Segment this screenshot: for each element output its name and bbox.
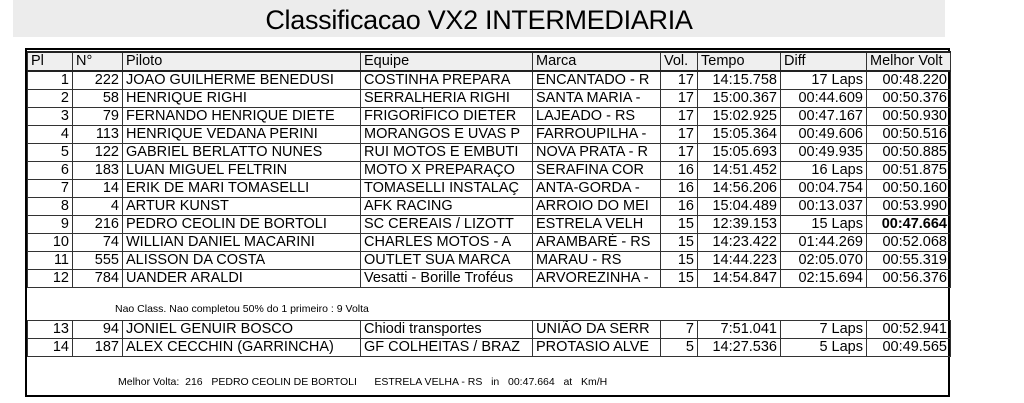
column-header-team: Equipe xyxy=(361,52,533,71)
number-cell: 183 xyxy=(73,162,123,180)
number-cell: 94 xyxy=(73,321,123,339)
time-cell: 14:27.536 xyxy=(698,339,781,357)
position-cell: 8 xyxy=(28,198,73,216)
diff-cell: 17 Laps xyxy=(781,71,867,90)
not-classified-note: Nao Class. Nao completou 50% do 1 primeiro : 9 Volta xyxy=(115,303,369,315)
brand-cell: ARVOREZINHA - xyxy=(533,270,661,288)
table-row xyxy=(28,144,951,162)
column-header-brand: Marca xyxy=(533,52,661,71)
column-header-number: N° xyxy=(73,52,123,71)
driver-cell: JONIEL GENUIR BOSCO xyxy=(123,321,361,339)
diff-cell: 02:05.070 xyxy=(781,252,867,270)
time-cell: 7:51.041 xyxy=(698,321,781,339)
driver-cell: ALISSON DA COSTA xyxy=(123,252,361,270)
diff-cell: 00:44.609 xyxy=(781,90,867,108)
column-header-best-lap: Melhor Volt xyxy=(867,52,951,71)
laps-cell: 15 xyxy=(661,216,698,234)
brand-cell: FARROUPILHA - xyxy=(533,126,661,144)
best-lap-cell: 00:50.376 xyxy=(867,90,951,108)
time-cell: 15:04.489 xyxy=(698,198,781,216)
brand-cell: PROTASIO ALVE xyxy=(533,339,661,357)
position-cell: 3 xyxy=(28,108,73,126)
position-cell: 10 xyxy=(28,234,73,252)
column-header-time: Tempo xyxy=(698,52,781,71)
driver-cell: PEDRO CEOLIN DE BORTOLI xyxy=(123,216,361,234)
team-cell: Chiodi transportes xyxy=(361,321,533,339)
table-row xyxy=(28,321,951,339)
diff-cell: 16 Laps xyxy=(781,162,867,180)
number-cell: 58 xyxy=(73,90,123,108)
best-lap-cell: 00:47.664 xyxy=(867,216,951,234)
laps-cell: 17 xyxy=(661,126,698,144)
laps-cell: 17 xyxy=(661,90,698,108)
team-cell: MORANGOS E UVAS P xyxy=(361,126,533,144)
brand-cell: SANTA MARIA - xyxy=(533,90,661,108)
table-row xyxy=(28,234,951,252)
best-lap-cell: 00:52.068 xyxy=(867,234,951,252)
diff-cell: 00:49.935 xyxy=(781,144,867,162)
position-cell: 4 xyxy=(28,126,73,144)
laps-cell: 16 xyxy=(661,180,698,198)
table-row xyxy=(28,270,951,288)
position-cell: 7 xyxy=(28,180,73,198)
laps-cell: 5 xyxy=(661,339,698,357)
column-header-position: Pl xyxy=(28,52,73,71)
position-cell: 2 xyxy=(28,90,73,108)
table-row xyxy=(28,71,951,90)
best-lap-cell: 00:50.160 xyxy=(867,180,951,198)
driver-cell: HENRIQUE RIGHI xyxy=(123,90,361,108)
number-cell: 14 xyxy=(73,180,123,198)
position-cell: 11 xyxy=(28,252,73,270)
table-row xyxy=(28,162,951,180)
driver-cell: ARTUR KUNST xyxy=(123,198,361,216)
driver-cell: WILLIAN DANIEL MACARINI xyxy=(123,234,361,252)
team-cell: OUTLET SUA MARCA xyxy=(361,252,533,270)
driver-cell: LUAN MIGUEL FELTRIN xyxy=(123,162,361,180)
brand-cell: ARAMBARÉ - RS xyxy=(533,234,661,252)
driver-cell: HENRIQUE VEDANA PERINI xyxy=(123,126,361,144)
table-row xyxy=(28,126,951,144)
number-cell: 113 xyxy=(73,126,123,144)
number-cell: 4 xyxy=(73,198,123,216)
team-cell: RUI MOTOS E EMBUTI xyxy=(361,144,533,162)
best-lap-footer: Melhor Volta: 216 PEDRO CEOLIN DE BORTOLI ESTRELA VELHA - RS in 00:47.664 at Km/H xyxy=(118,376,608,388)
best-lap-cell: 00:50.930 xyxy=(867,108,951,126)
brand-cell: SERAFINA COR xyxy=(533,162,661,180)
team-cell: COSTINHA PREPARA xyxy=(361,71,533,90)
diff-cell: 00:13.037 xyxy=(781,198,867,216)
time-cell: 15:05.364 xyxy=(698,126,781,144)
team-cell: GF COLHEITAS / BRAZ xyxy=(361,339,533,357)
best-lap-cell: 00:49.565 xyxy=(867,339,951,357)
column-header-laps: Vol. xyxy=(661,52,698,71)
page-title: Classificacao VX2 INTERMEDIARIA xyxy=(265,5,693,35)
team-cell: SERRALHERIA RIGHI xyxy=(361,90,533,108)
best-lap-cell: 00:53.990 xyxy=(867,198,951,216)
brand-cell: ENCANTADO - R xyxy=(533,71,661,90)
driver-cell: ALEX CECCHIN (GARRINCHA) xyxy=(123,339,361,357)
column-header-driver: Piloto xyxy=(123,52,361,71)
best-lap-cell: 00:50.516 xyxy=(867,126,951,144)
laps-cell: 17 xyxy=(661,144,698,162)
driver-cell: ERIK DE MARI TOMASELLI xyxy=(123,180,361,198)
laps-cell: 15 xyxy=(661,234,698,252)
brand-cell: LAJEADO - RS xyxy=(533,108,661,126)
best-lap-cell: 00:52.941 xyxy=(867,321,951,339)
brand-cell: MARAU - RS xyxy=(533,252,661,270)
number-cell: 79 xyxy=(73,108,123,126)
number-cell: 74 xyxy=(73,234,123,252)
driver-cell: GABRIEL BERLATTO NUNES xyxy=(123,144,361,162)
time-cell: 14:15.758 xyxy=(698,71,781,90)
number-cell: 555 xyxy=(73,252,123,270)
number-cell: 187 xyxy=(73,339,123,357)
diff-cell: 01:44.269 xyxy=(781,234,867,252)
diff-cell: 15 Laps xyxy=(781,216,867,234)
position-cell: 9 xyxy=(28,216,73,234)
team-cell: Vesatti - Borille Troféus xyxy=(361,270,533,288)
best-lap-cell: 00:51.875 xyxy=(867,162,951,180)
diff-cell: 5 Laps xyxy=(781,339,867,357)
time-cell: 14:54.847 xyxy=(698,270,781,288)
brand-cell: ARROIO DO MEI xyxy=(533,198,661,216)
table-row xyxy=(28,216,951,234)
laps-cell: 17 xyxy=(661,71,698,90)
brand-cell: ANTA-GORDA - xyxy=(533,180,661,198)
laps-cell: 7 xyxy=(661,321,698,339)
best-lap-cell: 00:56.376 xyxy=(867,270,951,288)
team-cell: AFK RACING xyxy=(361,198,533,216)
time-cell: 15:05.693 xyxy=(698,144,781,162)
not-classified-table xyxy=(27,320,951,357)
position-cell: 1 xyxy=(28,71,73,90)
column-header-diff: Diff xyxy=(781,52,867,71)
laps-cell: 15 xyxy=(661,252,698,270)
number-cell: 122 xyxy=(73,144,123,162)
brand-cell: ESTRELA VELH xyxy=(533,216,661,234)
time-cell: 14:56.206 xyxy=(698,180,781,198)
team-cell: FRIGORÍFICO DIETER xyxy=(361,108,533,126)
position-cell: 13 xyxy=(28,321,73,339)
team-cell: TOMASELLI INSTALAÇ xyxy=(361,180,533,198)
position-cell: 5 xyxy=(28,144,73,162)
time-cell: 14:23.422 xyxy=(698,234,781,252)
team-cell: SC CEREAIS / LIZOTT xyxy=(361,216,533,234)
team-cell: MOTO X PREPARAÇO xyxy=(361,162,533,180)
diff-cell: 00:49.606 xyxy=(781,126,867,144)
diff-cell: 02:15.694 xyxy=(781,270,867,288)
laps-cell: 16 xyxy=(661,162,698,180)
best-lap-cell: 00:48.220 xyxy=(867,71,951,90)
driver-cell: JOAO GUILHERME BENEDUSI xyxy=(123,71,361,90)
diff-cell: 00:47.167 xyxy=(781,108,867,126)
best-lap-cell: 00:50.885 xyxy=(867,144,951,162)
table-row xyxy=(28,339,951,357)
best-lap-cell: 00:55.319 xyxy=(867,252,951,270)
diff-cell: 7 Laps xyxy=(781,321,867,339)
number-cell: 222 xyxy=(73,71,123,90)
time-cell: 14:51.452 xyxy=(698,162,781,180)
position-cell: 12 xyxy=(28,270,73,288)
laps-cell: 17 xyxy=(661,108,698,126)
laps-cell: 15 xyxy=(661,270,698,288)
time-cell: 12:39.153 xyxy=(698,216,781,234)
brand-cell: NOVA PRATA - R xyxy=(533,144,661,162)
team-cell: CHARLES MOTOS - A xyxy=(361,234,533,252)
position-cell: 6 xyxy=(28,162,73,180)
driver-cell: UANDER ARALDI xyxy=(123,270,361,288)
table-row xyxy=(28,90,951,108)
laps-cell: 16 xyxy=(661,198,698,216)
brand-cell: UNIÃO DA SERR xyxy=(533,321,661,339)
results-table xyxy=(27,51,951,288)
driver-cell: FERNANDO HENRIQUE DIETE xyxy=(123,108,361,126)
number-cell: 216 xyxy=(73,216,123,234)
table-row xyxy=(28,198,951,216)
table-row xyxy=(28,252,951,270)
time-cell: 15:02.925 xyxy=(698,108,781,126)
time-cell: 14:44.223 xyxy=(698,252,781,270)
table-row xyxy=(28,180,951,198)
table-header-row xyxy=(28,52,951,71)
position-cell: 14 xyxy=(28,339,73,357)
diff-cell: 00:04.754 xyxy=(781,180,867,198)
time-cell: 15:00.367 xyxy=(698,90,781,108)
number-cell: 784 xyxy=(73,270,123,288)
table-row xyxy=(28,108,951,126)
